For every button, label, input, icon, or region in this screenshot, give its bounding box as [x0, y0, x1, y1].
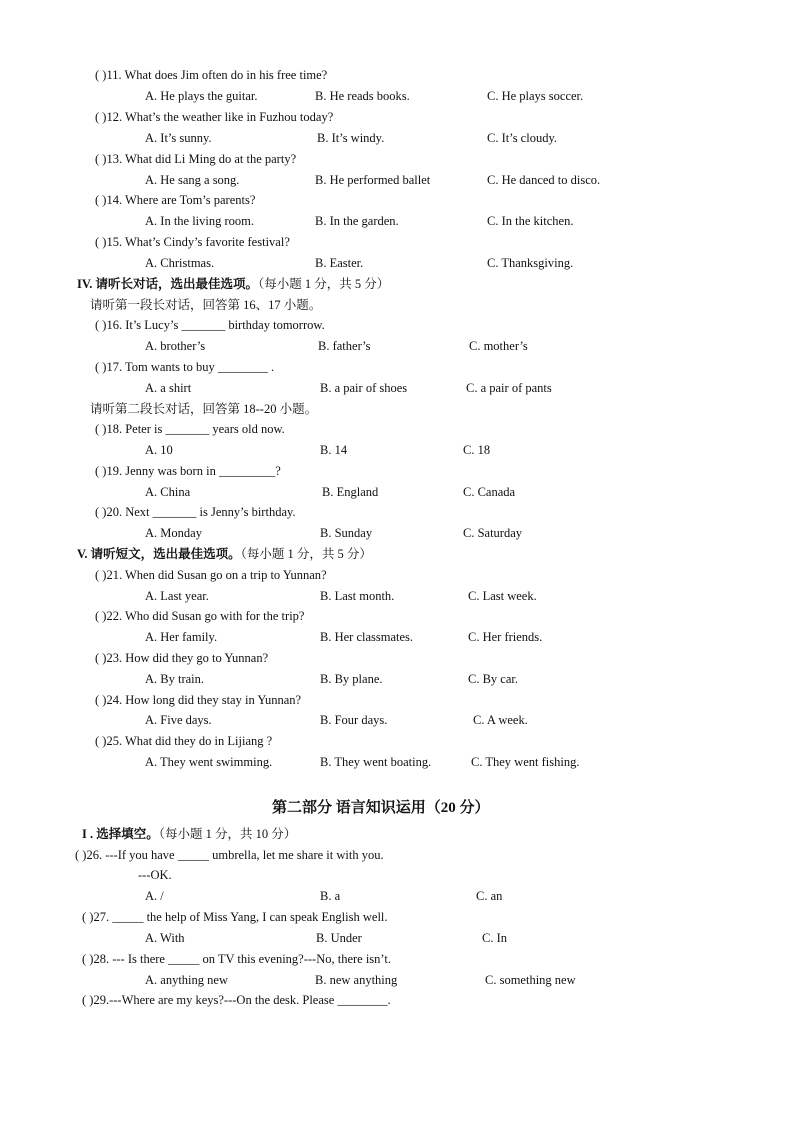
q27-option-c: C. In	[482, 931, 507, 945]
question-25: ( )25. What did they do in Lijiang ?	[95, 734, 273, 748]
question-21: ( )21. When did Susan go on a trip to Yunnan?	[95, 568, 327, 582]
q17-option-a: A. a shirt	[145, 381, 192, 395]
part-2-title: 第二部分 语言知识运用（20 分）	[272, 800, 490, 816]
q16-option-a: A. brother’s	[145, 339, 206, 353]
q25-option-c: C. They went fishing.	[471, 755, 580, 769]
section-4-subheading-2: 请听第二段长对话，回答第 18--20 小题。	[90, 402, 318, 416]
q20-option-b: B. Sunday	[320, 526, 373, 540]
q12-option-b: B. It’s windy.	[317, 131, 385, 145]
q19-option-c: C. Canada	[463, 485, 516, 499]
section-1-title: I . 选择填空。	[82, 827, 159, 841]
q26-option-c: C. an	[476, 889, 503, 903]
q11-option-c: C. He plays soccer.	[487, 89, 584, 103]
q13-option-c: C. He danced to disco.	[487, 173, 601, 187]
q25-option-b: B. They went boating.	[320, 755, 432, 769]
question-28: ( )28. --- Is there _____ on TV this evening?---No, there isn’t.	[82, 952, 391, 966]
q20-option-c: C. Saturday	[463, 526, 523, 540]
q21-option-c: C. Last week.	[468, 589, 537, 603]
question-16: ( )16. It’s Lucy’s _______ birthday tomorrow.	[95, 318, 325, 332]
q15-option-b: B. Easter.	[315, 256, 364, 270]
q17-option-c: C. a pair of pants	[466, 381, 552, 395]
q15-option-c: C. Thanksgiving.	[487, 256, 574, 270]
question-22: ( )22. Who did Susan go with for the trip?	[95, 609, 305, 623]
q15-option-a: A. Christmas.	[145, 256, 215, 270]
section-4-subheading-1: 请听第一段长对话，回答第 16、17 小题。	[90, 298, 322, 312]
section-1-heading	[82, 826, 296, 842]
q22-option-a: A. Her family.	[145, 630, 218, 644]
section-1-note: （每小题 1 分，共 10 分）	[158, 827, 297, 841]
q11-option-a: A. He plays the guitar.	[145, 89, 258, 103]
q23-option-a: A. By train.	[145, 672, 205, 686]
q26-option-b: B. a	[320, 889, 341, 903]
q13-option-b: B. He performed ballet	[315, 173, 431, 187]
question-26: ( )26. ---If you have _____ umbrella, let me share it with you.	[75, 848, 384, 862]
q21-option-b: B. Last month.	[320, 589, 395, 603]
section-4-note: （每小题 1 分，共 5 分）	[258, 277, 390, 291]
q23-option-c: C. By car.	[468, 672, 518, 686]
question-15: ( )15. What’s Cindy’s favorite festival?	[95, 235, 290, 249]
q19-option-a: A. China	[145, 485, 191, 499]
section-5-note: （每小题 1 分，共 5 分）	[240, 547, 372, 561]
question-13: ( )13. What did Li Ming do at the party?	[95, 152, 297, 166]
q13-option-a: A. He sang a song.	[145, 173, 240, 187]
q22-option-c: C. Her friends.	[468, 630, 543, 644]
question-20: ( )20. Next _______ is Jenny’s birthday.	[95, 505, 296, 519]
q18-option-c: C. 18	[463, 443, 491, 457]
q12-option-a: A. It’s sunny.	[145, 131, 212, 145]
q28-option-b: B. new anything	[315, 973, 398, 987]
q21-option-a: A. Last year.	[145, 589, 209, 603]
question-18: ( )18. Peter is _______ years old now.	[95, 422, 285, 436]
question-17: ( )17. Tom wants to buy ________ .	[95, 360, 275, 374]
question-14: ( )14. Where are Tom’s parents?	[95, 193, 256, 207]
section-4-title: IV. 请听长对话，选出最佳选项。	[77, 277, 259, 291]
q24-option-c: C. A week.	[473, 713, 528, 727]
q14-option-b: B. In the garden.	[315, 214, 399, 228]
q25-option-a: A. They went swimming.	[145, 755, 273, 769]
q16-option-b: B. father’s	[318, 339, 371, 353]
q27-option-a: A. With	[145, 931, 185, 945]
q23-option-b: B. By plane.	[320, 672, 383, 686]
section-5-heading	[77, 546, 372, 562]
q17-option-b: B. a pair of shoes	[320, 381, 408, 395]
q19-option-b: B. England	[322, 485, 379, 499]
question-23: ( )23. How did they go to Yunnan?	[95, 651, 269, 665]
q14-option-c: C. In the kitchen.	[487, 214, 574, 228]
q14-option-a: A. In the living room.	[145, 214, 255, 228]
question-24: ( )24. How long did they stay in Yunnan?	[95, 693, 302, 707]
q22-option-b: B. Her classmates.	[320, 630, 414, 644]
q27-option-b: B. Under	[316, 931, 362, 945]
q28-option-c: C. something new	[485, 973, 576, 987]
q26-reply: ---OK.	[138, 868, 172, 882]
q20-option-a: A. Monday	[145, 526, 202, 540]
q26-option-a: A. /	[145, 889, 164, 903]
q11-option-b: B. He reads books.	[315, 89, 410, 103]
q18-option-b: B. 14	[320, 443, 348, 457]
question-12: ( )12. What’s the weather like in Fuzhou today?	[95, 110, 334, 124]
question-29: ( )29.---Where are my keys?---On the desk. Please ________.	[82, 993, 391, 1007]
question-19: ( )19. Jenny was born in _________?	[95, 464, 281, 478]
question-27: ( )27. _____ the help of Miss Yang, I can speak English well.	[82, 910, 388, 924]
section-4-heading	[77, 276, 389, 292]
q12-option-c: C. It’s cloudy.	[487, 131, 558, 145]
q16-option-c: C. mother’s	[469, 339, 528, 353]
section-5-title: V. 请听短文，选出最佳选项。	[77, 547, 241, 561]
question-11: ( )11. What does Jim often do in his free time?	[95, 68, 328, 82]
q24-option-b: B. Four days.	[320, 713, 388, 727]
q24-option-a: A. Five days.	[145, 713, 212, 727]
q28-option-a: A. anything new	[145, 973, 228, 987]
q18-option-a: A. 10	[145, 443, 173, 457]
